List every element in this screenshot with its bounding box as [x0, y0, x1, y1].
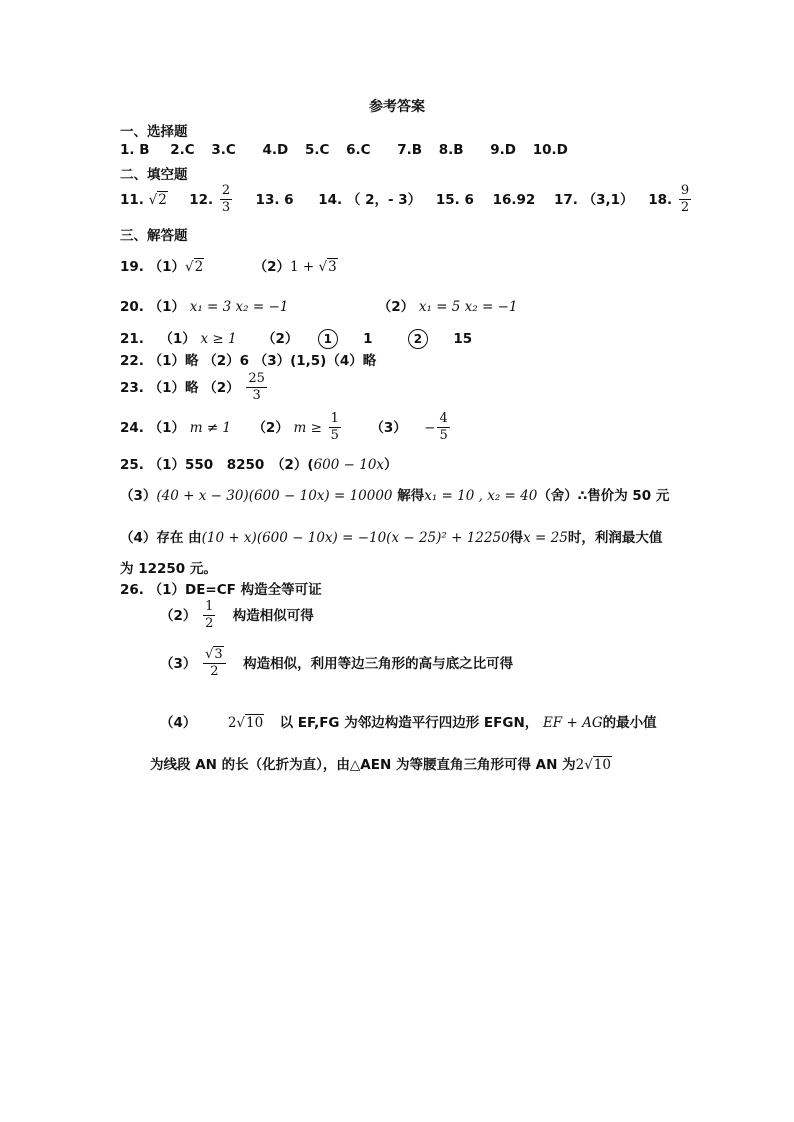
q21-answer	[120, 327, 472, 349]
q24-part1-math: m ≠ 1	[189, 419, 232, 436]
q18-fraction: $\frac{9}{2}$	[680, 183, 690, 216]
q21-label: 21.	[120, 331, 144, 347]
q26-part4-sqrt: √10	[236, 715, 264, 731]
q25-line3-result: 时，利润最大值	[567, 530, 663, 546]
q26-part2-fraction: $\frac{1}{2}$	[205, 599, 214, 632]
q25-line-1	[120, 453, 398, 473]
q19-sqrt: √2	[185, 259, 204, 275]
q20-part2-math: x₁ = 5 x₂ = −1	[418, 299, 518, 315]
q25-line2-result: （舍）∴售价为 50 元	[537, 488, 670, 504]
q21-part1-math: x ≥ 1	[200, 331, 237, 347]
q26-part3-text: 构造相似，利用等边三角形的高与底之比可得	[243, 655, 514, 672]
q23-text: （1）略 （2）	[148, 379, 240, 396]
q12-fraction: $\frac{2}{3}$	[221, 183, 231, 216]
q25-line1-close: ）	[384, 457, 398, 473]
q22-answer: 22. （1）略 （2）6 （3）(1,5)（4）略	[120, 353, 377, 369]
q23-label: 23.	[120, 379, 144, 396]
q19-part2-pre: 1 +	[290, 259, 319, 275]
q15-answer: 15. 6	[435, 191, 474, 208]
q24-answer	[120, 412, 452, 444]
q26-part-4-cont	[150, 753, 612, 773]
q26-part4-math: EF + AG	[542, 715, 603, 731]
q25-label: 25.	[120, 457, 144, 473]
q21-value-1: 1	[363, 331, 373, 347]
q24-label: 24.	[120, 419, 144, 436]
q25-line2-solve: 解得	[392, 488, 425, 504]
q26-part-3	[160, 648, 513, 680]
q26-part4-text: 以 EF,FG 为邻边构造平行四边形 EFGN，	[279, 715, 539, 731]
section-heading-fill: 二、填空题	[120, 167, 188, 183]
q17-answer: 17. （3,1）	[554, 191, 634, 208]
q19-part1-label: （1）	[148, 259, 186, 275]
q26-part-2	[160, 600, 314, 632]
q11-sqrt: √2	[148, 191, 167, 208]
q25-line-3	[120, 526, 662, 546]
mc-answer: 3.C	[211, 142, 236, 158]
q11-label: 11.	[120, 191, 144, 208]
mc-answer: 2.C	[170, 142, 195, 158]
q26-part3-label: （3）	[160, 655, 197, 672]
mc-answer: 1. B	[120, 142, 150, 158]
q12-label: 12.	[189, 191, 214, 208]
mc-answer: 10.D	[532, 142, 568, 158]
q24-part3-fraction: $\frac{4}{5}$	[439, 411, 448, 444]
q26-part4-text2: 的最小值	[602, 715, 657, 731]
q26-part4-cont-text: 为线段 AN 的长（化折为直），由△AEN 为等腰直角三角形可得 AN 为	[150, 757, 576, 773]
circled-number-2: 2	[408, 329, 428, 349]
q24-part2-fraction: $\frac{1}{5}$	[330, 411, 339, 444]
q26-part4-coef: 2	[227, 715, 237, 731]
q19-part2-label: （2）	[253, 259, 291, 275]
q25-line2-roots: x₁ = 10 , x₂ = 40	[424, 488, 538, 504]
q20-label: 20.	[120, 299, 144, 315]
q24-part1-label: （1）	[148, 419, 186, 436]
q21-part1-label: （1）	[159, 331, 196, 347]
q24-part3-sign: −	[424, 419, 436, 436]
q25-part4-label: （4）存在 由	[120, 530, 202, 546]
q20-part1-math: x₁ = 3 x₂ = −1	[189, 299, 289, 315]
q25-line3-text: 得	[509, 530, 524, 546]
fill-answers	[120, 184, 693, 216]
q23-fraction: $\frac{25}{3}$	[248, 371, 265, 404]
q26-part4-cont-sqrt: √10	[584, 757, 611, 773]
q25-line2-equation: (40 + x − 30)(600 − 10x) = 10000	[156, 488, 393, 504]
q19-label: 19.	[120, 259, 144, 275]
section-heading-choice: 一、选择题	[120, 124, 188, 140]
q25-line-2	[120, 484, 669, 504]
q19-sqrt-2: √3	[318, 259, 337, 275]
q21-value-2: 15	[453, 331, 473, 347]
q26-part4-cont-coef: 2	[575, 757, 585, 773]
mc-answer: 6.C	[346, 142, 371, 158]
q25-line-4: 为 12250 元。	[120, 561, 217, 577]
q25-part3-label: （3）	[120, 488, 157, 504]
q26-part-4	[160, 711, 657, 731]
section-heading-solve: 三、解答题	[120, 228, 188, 244]
q19-answer	[120, 255, 338, 275]
mc-answer: 5.C	[304, 142, 330, 158]
circled-number-1: 1	[318, 329, 338, 349]
q26-part2-label: （2）	[160, 607, 197, 624]
q16-answer: 16.92	[492, 191, 536, 208]
mc-answer: 4.D	[262, 142, 289, 158]
q18-label: 18.	[648, 191, 673, 208]
q14-answer: 14. （ 2，- 3）	[318, 191, 422, 208]
q24-part2-label: （2）	[252, 419, 289, 436]
q24-part3-label: （3）	[370, 419, 407, 436]
q25-line3-equation: (10 + x)(600 − 10x) = −10(x − 25)² + 12250	[201, 530, 510, 546]
q21-part2-label: （2）	[261, 331, 299, 347]
q25-line1-math: 600 − 10x	[313, 457, 385, 473]
q26-part3-fraction: $\frac{√3}{2}$	[203, 648, 226, 680]
q24-part2-math: m ≥	[293, 419, 322, 436]
q26-part4-label: （4）	[160, 715, 197, 731]
mc-answer: 9.D	[490, 142, 516, 158]
q26-line-1: 26. （1）DE=CF 构造全等可证	[120, 582, 322, 598]
q23-answer	[120, 372, 269, 404]
mc-answer: 7.B	[397, 142, 423, 158]
page-title: 参考答案	[369, 99, 425, 115]
q25-line1-text: （1）550 8250 （2）(	[148, 457, 314, 473]
mc-answer: 8.B	[438, 142, 464, 158]
q13-answer: 13. 6	[255, 191, 294, 208]
q20-part1-label: （1）	[148, 299, 186, 315]
q25-line3-x: x = 25	[523, 530, 568, 546]
mc-answers	[120, 142, 568, 158]
q26-part2-text: 构造相似可得	[232, 607, 314, 624]
q20-answer	[120, 295, 518, 315]
q20-part2-label: （2）	[377, 299, 415, 315]
